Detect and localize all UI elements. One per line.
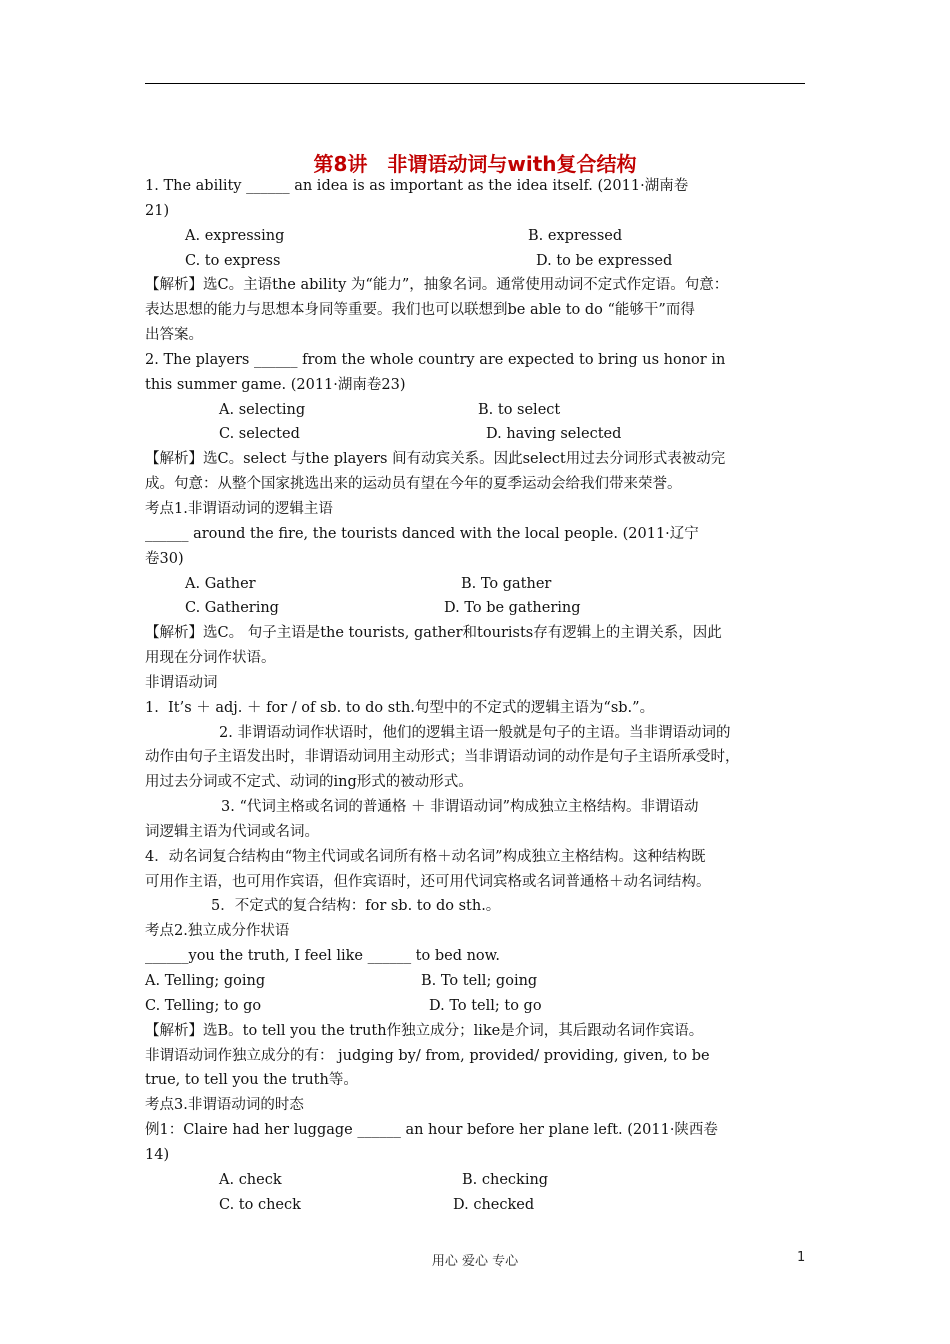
option-d: D. checked (453, 1196, 535, 1213)
explanation-line: 成。句意：从整个国家挑选出来的运动员有望在今年的夏季运动会给我们带来荣誉。 (145, 476, 682, 493)
option-a: A. selecting (219, 401, 306, 418)
explanation-line: 【解析】选C。主语the ability 为“能力”，抽象名词。通常使用动词不定式作定语。句意： (145, 277, 729, 294)
note-3-cont: 词逻辑主语为代词或名词。 (145, 823, 319, 840)
document-body (145, 144, 807, 1217)
question-1-line2: 21) (145, 202, 170, 219)
page-number: 1 (797, 1250, 806, 1265)
options-cd (145, 596, 807, 621)
option-a: A. check (219, 1171, 282, 1188)
note-3: 3. “代词主格或名词的普通格 ＋ 非谓语动词”构成独立主格结构。非谓语动 (221, 799, 699, 816)
explanation-line: 表达思想的能力与思想本身同等重要。我们也可以联想到be able to do “能够干”而得 (145, 302, 695, 319)
section-heading: 考点3.非谓语动词的时态 (145, 1097, 304, 1114)
explanation-line: 【解析】选B。to tell you the truth作独立成分；like是介词，其后跟动名词作宾语。 (145, 1022, 704, 1039)
header-rule (145, 83, 805, 84)
question-line: 14) (145, 1146, 170, 1163)
option-c: C. to express (185, 252, 281, 269)
question-2-line1: 2. The players ______ from the whole country are expected to bring us honor in (145, 351, 726, 368)
question-2-line2: this summer game. (2011·湖南卷23) (145, 376, 406, 393)
notes-heading: 非谓语动词 (145, 674, 218, 691)
question-2-options-ab (145, 398, 807, 423)
question-1-options-ab (145, 224, 807, 249)
question-line: 卷30) (145, 550, 184, 567)
options-cd (145, 1193, 807, 1218)
option-b: B. checking (462, 1171, 549, 1188)
option-d: D. To tell; to go (429, 997, 542, 1014)
options-ab (145, 572, 807, 597)
option-d: D. having selected (486, 426, 622, 443)
option-a: A. Gather (185, 575, 256, 592)
note-2-cont: 用过去分词或不定式、动词的ing形式的被动形式。 (145, 774, 473, 791)
footer-slogan: 用心 爱心 专心 (431, 1254, 519, 1269)
option-c: C. selected (219, 426, 300, 443)
option-a: A. Telling; going (145, 973, 266, 989)
option-b: B. to select (478, 401, 561, 418)
note-2-cont: 动作由句子主语发出时，非谓语动词用主动形式；当非谓语动词的动作是句子主语所承受时， (145, 749, 740, 766)
explanation-line: 【解析】选C。 句子主语是the tourists, gather和tourists存有逻辑上的主谓关系，因此 (145, 625, 722, 642)
explanation-line: 出答案。 (145, 327, 203, 344)
question-line: ______you the truth, I feel like ______ to bed now. (145, 948, 500, 965)
options-ab (145, 969, 807, 994)
option-c: C. Telling; to go (145, 997, 262, 1014)
note-4: 4．动名词复合结构由“物主代词或名词所有格＋动名词”构成独立主格结构。这种结构既 (145, 848, 706, 865)
option-c: C. to check (219, 1196, 301, 1213)
note-4-cont: 可用作主语，也可用作宾语，但作宾语时，还可用代词宾格或名词普通格＋动名词结构。 (145, 873, 711, 890)
note-1: 1. It’s ＋ adj. ＋ for / of sb. to do sth.句型中的不定式的逻辑主语为“sb.”。 (145, 699, 655, 716)
options-cd (145, 994, 807, 1019)
question-1-line1: 1. The ability ______ an idea is as important as the idea itself. (2011·湖南卷 (145, 178, 689, 194)
question-2-options-cd (145, 422, 807, 447)
note-2: 2. 非谓语动词作状语时，他们的逻辑主语一般就是句子的主语。当非谓语动词的 (219, 724, 731, 741)
section-heading: 考点2.独立成分作状语 (145, 923, 290, 940)
option-b: B. To gather (461, 575, 552, 592)
question-1-options-cd (145, 249, 807, 274)
option-a: A. expressing (185, 227, 285, 244)
option-d: D. to be expressed (536, 252, 673, 269)
explanation-line: 【解析】选C。select 与the players 间有动宾关系。因此select用过去分词形式表被动完 (145, 451, 726, 468)
explanation-line: 用现在分词作状语。 (145, 650, 276, 667)
question-line: 例1：Claire had her luggage ______ an hour before her plane left. (2011·陕西卷 (145, 1122, 718, 1139)
option-c: C. Gathering (185, 600, 279, 617)
explanation-line: true, to tell you the truth等。 (145, 1072, 358, 1089)
page-title: 第8讲 非谓语动词与with复合结构 (313, 152, 637, 176)
section-heading: 考点1.非谓语动词的逻辑主语 (145, 500, 333, 517)
note-5: 5．不定式的复合结构：for sb. to do sth.。 (211, 898, 501, 915)
options-ab (145, 1168, 807, 1193)
option-b: B. expressed (528, 227, 623, 244)
option-d: D. To be gathering (444, 600, 581, 617)
explanation-line: 非谓语动词作独立成分的有： judging by/ from, provided/ providing, given, to be (145, 1047, 710, 1064)
question-line: ______ around the fire, the tourists danced with the local people. (2011·辽宁 (145, 525, 699, 542)
option-b: B. To tell; going (421, 973, 538, 989)
